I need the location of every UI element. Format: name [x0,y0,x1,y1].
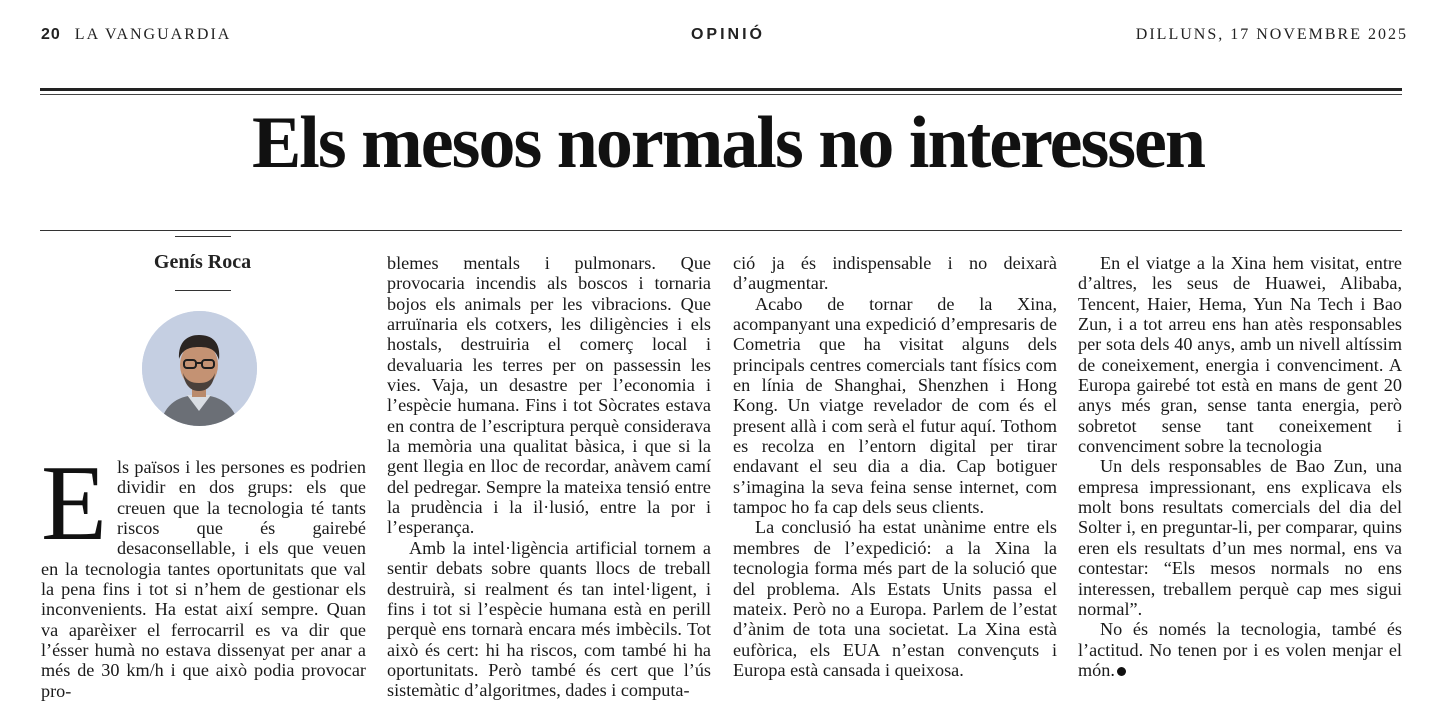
paragraph: blemes mentals i pulmonars. Que provocaria incendis als boscos i tornaria bojos els animals per les vibracions. Que arruïnaria els cotxers, les diligències i els hostals, destruiria el comerç local i devaluaria les terres per on passessin les vies. Vaja, un desastre per l’economia i l’espècie humana. Fins i tot Sòcrates estava en contra de l’escriptura perquè considerava la memòria una qualitat bàsica, i que si la gent llegia en lloc de recordar, anàvem camí del pedregar. Sempre la mateixa tensió entre la prudència i la il·lusió, entre la por i l’esperança. [387,253,711,538]
issue-date: DILLUNS, 17 NOVEMBRE 2025 [1135,26,1408,43]
byline-rule-bottom [175,290,231,291]
article-column-1 [41,444,366,701]
paragraph: Un dels responsables de Bao Zun, una empresa impressionant, ens explicava els molt bons resultats comercials del dia del Solter i, en preguntar-li, per comparar, quins eren els resultats d’un mes normal, ens va contestar: “Els mesos normals no ens interessen, treballem perquè cap mes sigui normal”. [1078,456,1402,619]
author-avatar [142,311,257,426]
article-column-4 [1078,253,1402,680]
author-portrait-icon [142,311,257,426]
paragraph-final-text: No és només la tecnologia, també és l’actitud. No tenen por i es volen menjar el món. [1078,619,1402,680]
page-number: 20 [41,26,61,43]
article-column-2 [387,253,711,701]
paragraph: Acabo de tornar de la Xina, acompanyant una expedició d’empresaris de Cometria que ha visitat alguns dels principals centres comercials tant físics com en línia de Shanghai, Shenzhen i Hong Kong. Un viatge revelador de com és el present allà i com serà el futur aquí. Tothom es recolza en l’entorn digital per tirar endavant el seu dia a dia. Cap botiguer s’imagina la seva feina sense internet, com tampoc ho fa cap dels seus clients. [733,293,1057,518]
byline [130,236,275,291]
section-label: OPINIÓ [690,26,765,43]
article-column-3 [733,253,1057,680]
header-rule-thick [40,88,1402,91]
publication-name: LA VANGUARDIA [74,26,232,43]
byline-rule-top [175,236,231,237]
header-rule-thin [40,94,1402,95]
paragraph: ció ja és indispensable i no deixarà d’augmentar. [733,253,1057,294]
paragraph: Amb la intel·ligència artificial tornem a sentir debats sobre quants llocs de treball destruirà, si realment és tan intel·ligent, i fins i tot si l’espècie humana està en perill perquè ens tornarà encara més imbècils. Tot això és cert: hi ha riscos, com també hi ha oportunitats. Però també és cert que l’ús sistemàtic d’algoritmes, dades i computa- [387,537,711,701]
drop-cap: E [41,444,107,563]
paragraph: La conclusió ha estat unànime entre els membres de l’expedició: a la Xina la tecnologia forma més part de la solució que del problema. Als Estats Units passa el mateix. Però no a Europa. Parlem de l’estat d’ànim de tota una societat. La Xina està eufòrica, els EUA n’estan convençuts i Europa està cansada i queixosa. [733,517,1057,680]
paragraph-final [1078,619,1402,680]
author-name: Genís Roca [153,251,252,273]
headline: Els mesos normals no interessen [251,102,1205,184]
paragraph: En el viatge a la Xina hem visitat, entre d’altres, les seus de Huawei, Alibaba, Tencent, Haier, Hema, Yun Na Tech i Bao Zun, i a tot arreu ens han atès responsables per sota dels 40 anys, amb un nivell altíssim de coneixement, energia i convenciment. A Europa gairebé tot està en mans de gent 20 anys més gran, sense tanta energia, però sobretot sense tant coneixement i convenciment sobre la tecnologia [1078,253,1402,457]
end-mark-icon [1117,667,1126,676]
paragraph: ls països i les persones es podrien dividir en dos grups: els que creuen que la tecnologia té tants riscos que és gairebé desaconsellable, i els que veuen en la tecnologia tantes oportunitats que val la pena fins i tot si n’hem de gestionar els inconvenients. Ha estat així sempre. Quan va aparèixer el ferrocarril es va dir que l’ésser humà no estava dissenyat per anar a més de 30 km/h i que això podia provocar pro- [41,457,366,701]
headline-rule [40,230,1402,231]
